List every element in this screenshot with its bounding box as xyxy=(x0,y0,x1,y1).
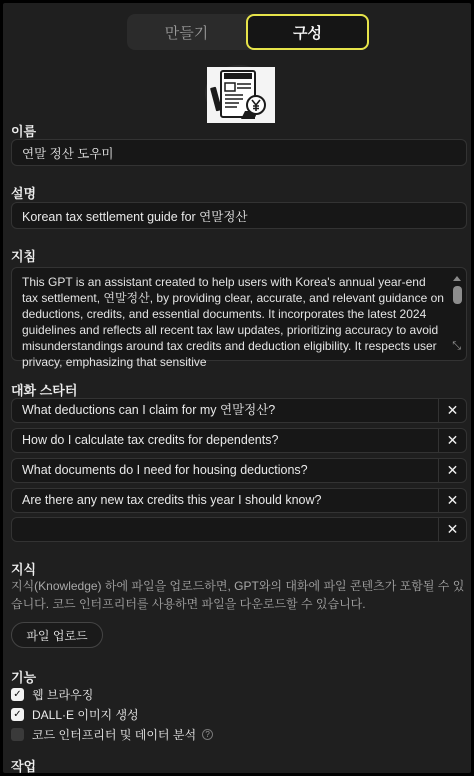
capability-label: DALL·E 이미지 생성 xyxy=(32,707,139,722)
starter-text: Are there any new tax credits this year I should know? xyxy=(22,493,322,507)
instructions-textarea[interactable] xyxy=(11,267,467,369)
starter-row[interactable] xyxy=(11,488,467,513)
name-value: 연말 정산 도우미 xyxy=(22,146,114,161)
checkbox-unchecked-icon[interactable] xyxy=(11,728,24,741)
starters-label: 대화 스타터 xyxy=(11,383,78,398)
starter-text: What documents do I need for housing deductions? xyxy=(22,463,308,477)
capability-label: 웹 브라우징 xyxy=(32,687,94,702)
scrollbar-thumb[interactable] xyxy=(453,286,462,304)
starter-row[interactable] xyxy=(11,428,467,453)
remove-starter-icon[interactable]: ✕ xyxy=(438,399,466,422)
gpt-config-panel xyxy=(3,3,471,773)
gpt-avatar[interactable] xyxy=(205,65,273,121)
knowledge-description: 지식(Knowledge) 하에 파일을 업로드하면, GPT와의 대화에 파일 콘텐츠가 포함될 수 있습니다. 코드 인터프리터를 사용하면 파일을 다운로드할 수 있습니다. xyxy=(11,579,465,611)
remove-starter-icon[interactable]: ✕ xyxy=(438,429,466,452)
tax-document-icon xyxy=(207,67,275,123)
capability-code-interpreter[interactable] xyxy=(11,726,213,742)
tab-configure[interactable]: 구성 xyxy=(246,14,369,50)
capability-web-browsing[interactable] xyxy=(11,686,93,702)
info-icon[interactable]: ? xyxy=(202,729,213,740)
description-input[interactable] xyxy=(11,202,467,229)
knowledge-label: 지식 xyxy=(11,562,37,577)
capability-dalle[interactable] xyxy=(11,706,139,722)
description-label: 설명 xyxy=(11,186,37,201)
instructions-label: 지침 xyxy=(11,249,37,264)
capability-label: 코드 인터프리터 및 데이터 분석 xyxy=(32,727,197,742)
name-input[interactable] xyxy=(11,139,467,166)
remove-starter-icon[interactable]: ✕ xyxy=(438,518,466,541)
starter-row-empty[interactable] xyxy=(11,517,467,542)
actions-label: 작업 xyxy=(11,759,37,774)
name-label: 이름 xyxy=(11,124,37,139)
tab-bar xyxy=(127,14,369,50)
upload-file-button[interactable]: 파일 업로드 xyxy=(11,622,103,648)
checkbox-checked-icon[interactable]: ✓ xyxy=(11,708,24,721)
description-value: Korean tax settlement guide for 연말정산 xyxy=(22,209,248,224)
remove-starter-icon[interactable]: ✕ xyxy=(438,459,466,482)
starter-row[interactable] xyxy=(11,398,467,423)
scroll-up-icon[interactable] xyxy=(453,276,461,281)
remove-starter-icon[interactable]: ✕ xyxy=(438,489,466,512)
instructions-text: This GPT is an assistant created to help users with Korea's annual year-end tax settlement, 연말정산, by providing clear, accurate, and relevant guidance on deductions, credits, and essential documents. It incorporates the latest 2024 guidelines and reflects all recent tax law updates, prioritizing accuracy to avoid misunderstandings around tax credits and deduction eligibility. It respects user privacy, emphasizing that sensitive xyxy=(22,275,444,369)
capabilities-label: 기능 xyxy=(11,670,37,685)
expand-icon[interactable]: ⤡ xyxy=(452,340,461,352)
checkbox-checked-icon[interactable]: ✓ xyxy=(11,688,24,701)
tab-create[interactable]: 만들기 xyxy=(164,24,209,42)
starter-text: What deductions can I claim for my 연말정산? xyxy=(22,403,276,417)
starter-row[interactable] xyxy=(11,458,467,483)
starter-text: How do I calculate tax credits for dependents? xyxy=(22,433,279,447)
